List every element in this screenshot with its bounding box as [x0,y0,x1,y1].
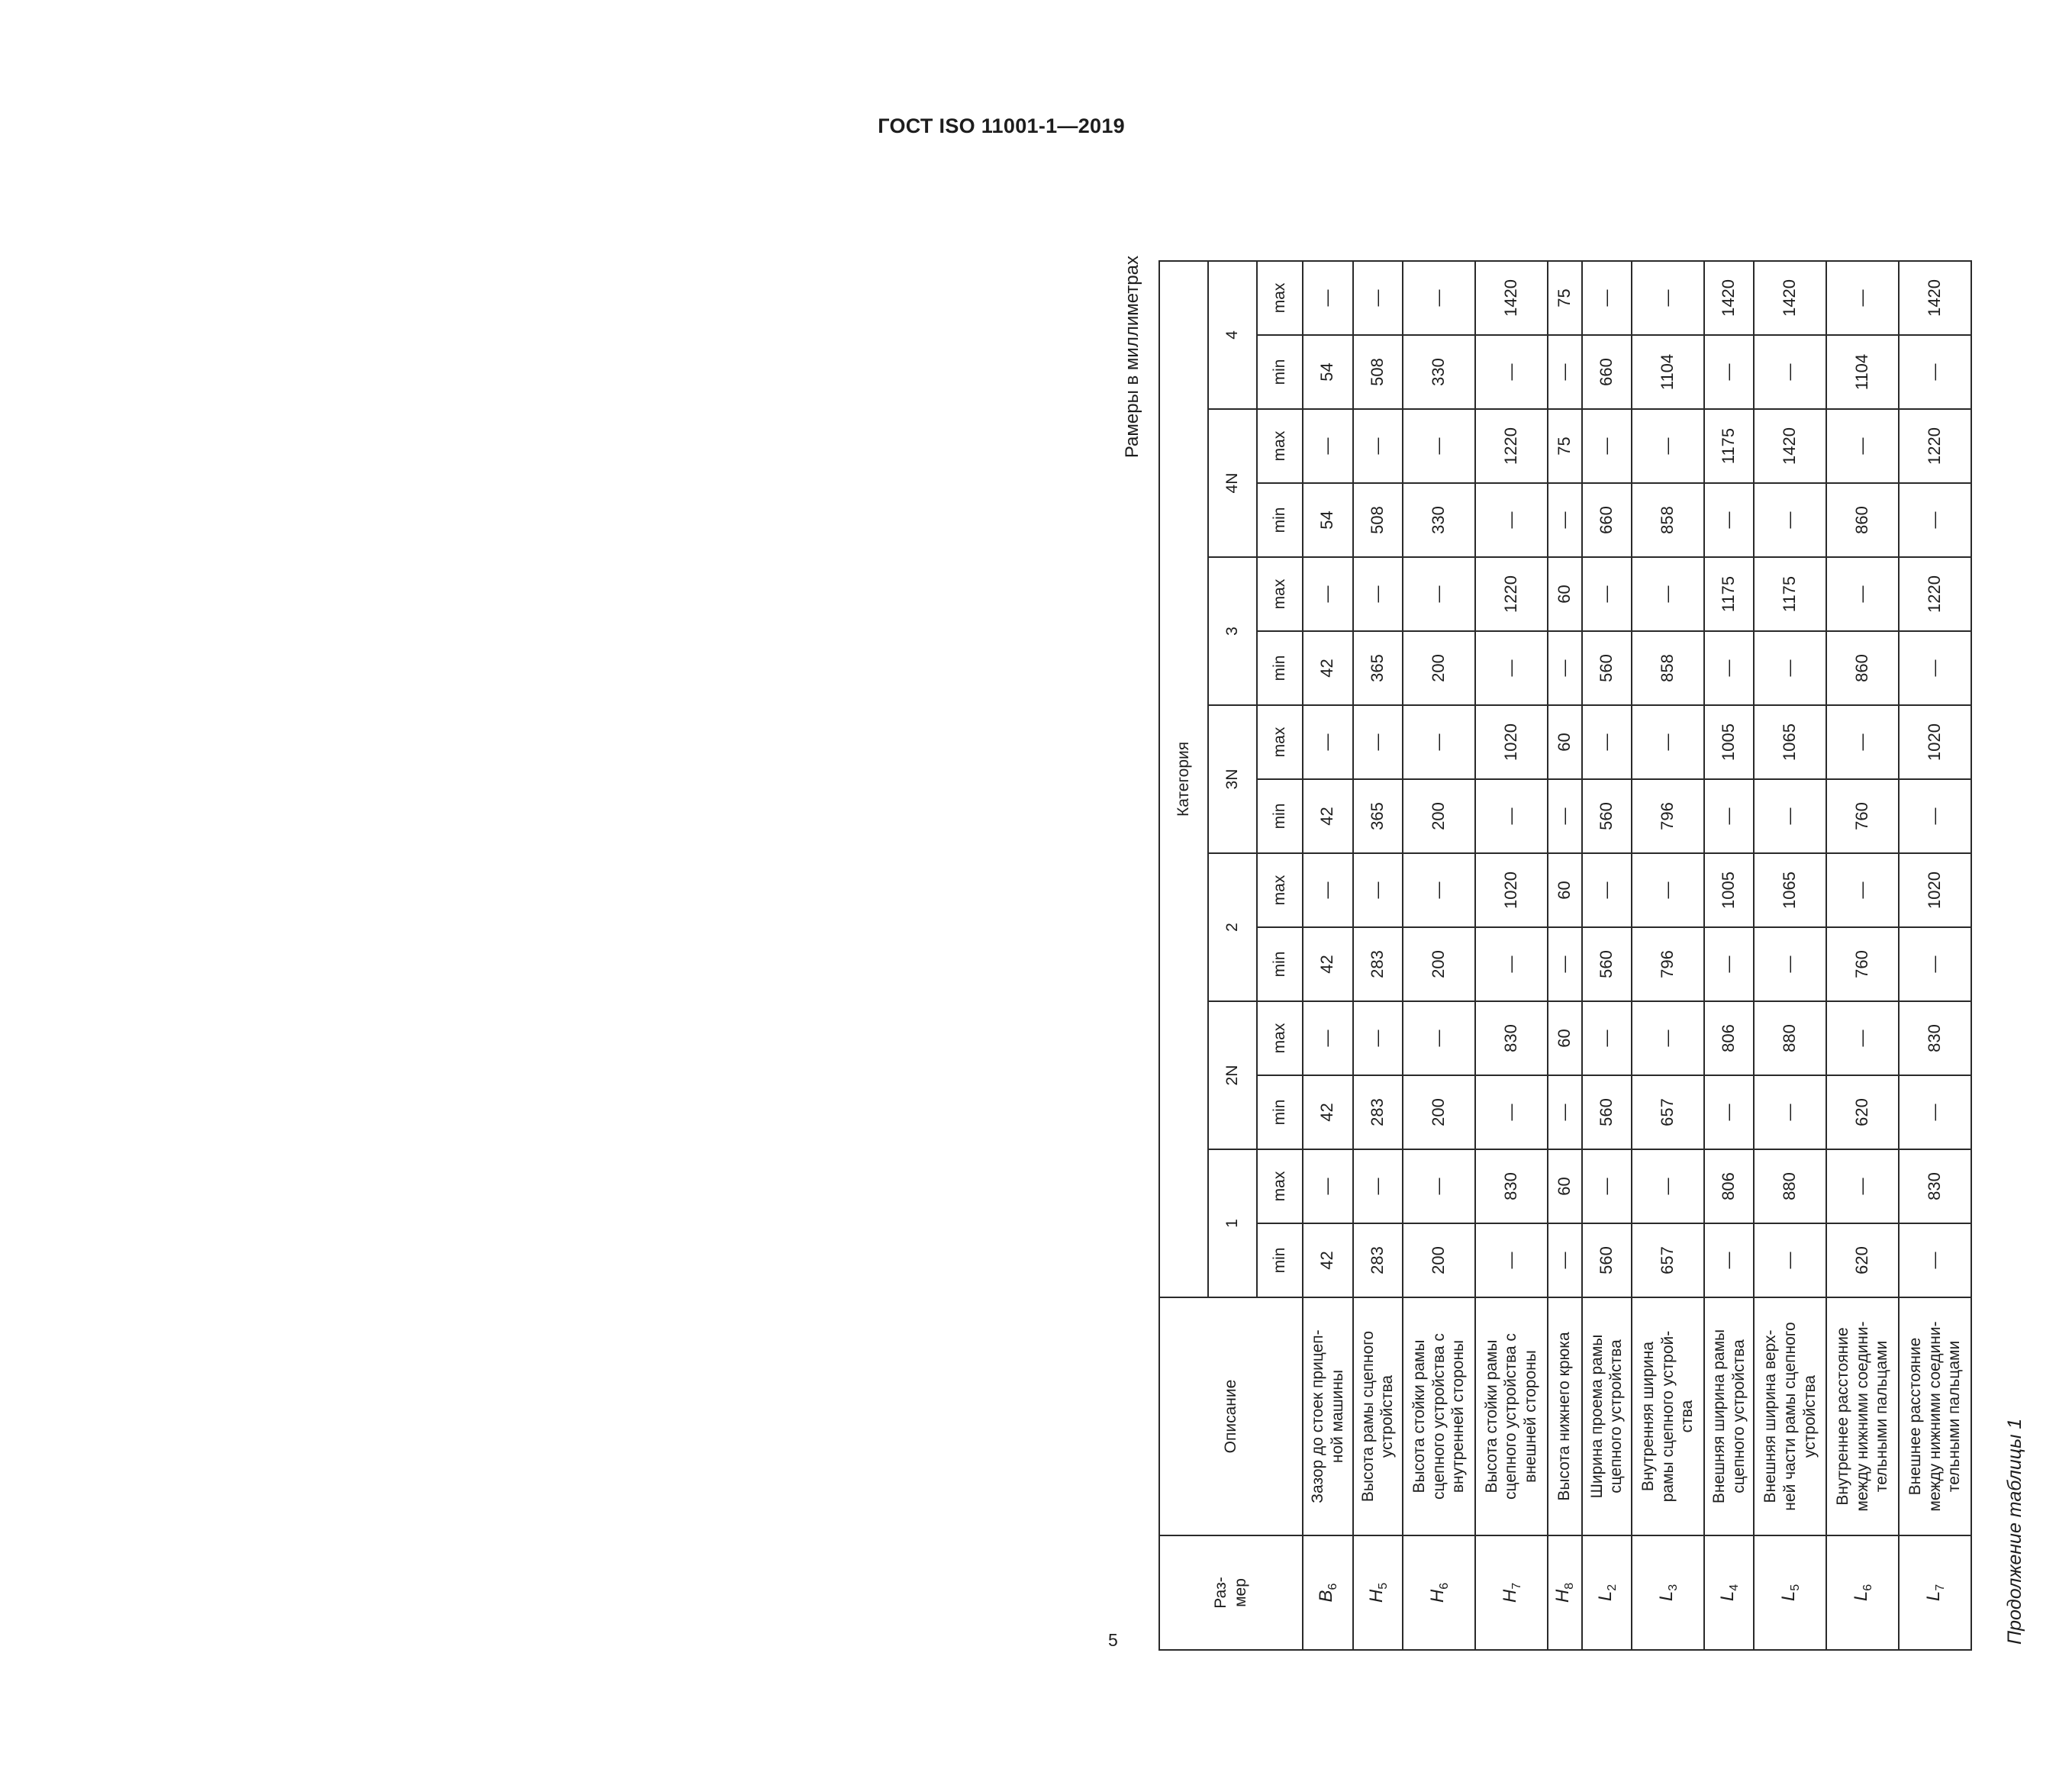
table-row [1826,261,1899,1650]
page-number: 5 [1108,1630,1118,1650]
value-cell: — [1403,261,1475,335]
value-cell: 60 [1548,853,1582,927]
value-cell: 1420 [1754,261,1826,335]
value-cell: 880 [1754,1001,1826,1075]
value-cell: 54 [1303,335,1353,409]
size-symbol [1826,1535,1899,1650]
header-size: Раз- мер [1159,1535,1303,1650]
size-symbol-index: 7 [1933,1584,1947,1591]
size-symbol-letter: L [1594,1590,1616,1602]
value-cell: — [1403,557,1475,631]
table-row [1403,261,1475,1650]
header-category-3: 3 [1208,557,1257,705]
header-max: max [1257,1149,1303,1223]
value-cell: 560 [1582,1223,1632,1297]
value-cell: — [1403,1149,1475,1223]
value-cell: — [1754,631,1826,705]
value-cell: 1065 [1754,705,1826,779]
value-cell: 660 [1582,335,1632,409]
value-cell: — [1475,1075,1548,1149]
value-cell: 42 [1303,779,1353,853]
table-continuation-label: Продолжение таблицы 1 [2004,1418,2025,1645]
value-cell: — [1826,409,1899,483]
value-cell: 283 [1353,1075,1403,1149]
value-cell: 830 [1475,1149,1548,1223]
value-cell: — [1353,261,1403,335]
value-cell: 880 [1754,1149,1826,1223]
value-cell: 1104 [1826,335,1899,409]
size-symbol [1403,1535,1475,1650]
size-symbol [1548,1535,1582,1650]
header-min: min [1257,1223,1303,1297]
value-cell: — [1353,409,1403,483]
description-cell: Внешняя ширина рамы сцепного устройства [1704,1297,1755,1535]
table-row [1548,261,1582,1650]
value-cell: 1175 [1704,557,1755,631]
value-cell: 760 [1826,927,1899,1001]
table-row [1899,261,1971,1650]
value-cell: 830 [1475,1001,1548,1075]
size-symbol-index: 6 [1326,1583,1339,1590]
value-cell: 1420 [1704,261,1755,335]
header-min: min [1257,779,1303,853]
value-cell: 200 [1403,927,1475,1001]
value-cell: — [1582,261,1632,335]
value-cell: — [1582,557,1632,631]
value-cell: 1020 [1475,853,1548,927]
value-cell: 806 [1704,1149,1755,1223]
value-cell: 365 [1353,779,1403,853]
size-symbol [1899,1535,1971,1650]
value-cell: — [1754,1075,1826,1149]
size-symbol-index: 4 [1727,1584,1741,1591]
table-row [1704,261,1755,1650]
size-symbol [1303,1535,1353,1650]
value-cell: 60 [1548,1001,1582,1075]
value-cell: — [1704,927,1755,1001]
description-cell: Внутренняя ширина рамы сцепного устрой- ства [1632,1297,1704,1535]
header-max: max [1257,1001,1303,1075]
value-cell: 508 [1353,483,1403,557]
size-symbol-letter: L [1655,1590,1677,1602]
value-cell: — [1475,335,1548,409]
value-cell: — [1353,1001,1403,1075]
header-category-3n: 3N [1208,705,1257,853]
value-cell: — [1704,1223,1755,1297]
value-cell: — [1403,853,1475,927]
value-cell: 200 [1403,1075,1475,1149]
value-cell: 200 [1403,1223,1475,1297]
value-cell: 560 [1582,631,1632,705]
size-symbol-letter: H [1365,1589,1387,1603]
value-cell: 1420 [1754,409,1826,483]
value-cell: 330 [1403,483,1475,557]
description-cell: Высота стойки рамы сцепного устройства с внешней стороны [1475,1297,1548,1535]
value-cell: — [1475,631,1548,705]
value-cell: — [1403,409,1475,483]
header-category-2n: 2N [1208,1001,1257,1149]
header-max: max [1257,705,1303,779]
description-cell: Высота нижнего крюка [1548,1297,1582,1535]
value-cell: — [1632,1149,1704,1223]
value-cell: — [1826,1001,1899,1075]
value-cell: — [1548,1075,1582,1149]
value-cell: 1220 [1899,557,1971,631]
size-symbol-letter: L [1778,1590,1800,1602]
value-cell: 60 [1548,557,1582,631]
value-cell: 660 [1582,483,1632,557]
value-cell: 830 [1899,1149,1971,1223]
value-cell: 1220 [1475,409,1548,483]
value-cell: 283 [1353,927,1403,1001]
value-cell: — [1582,1001,1632,1075]
size-symbol-index: 6 [1437,1582,1451,1590]
value-cell: — [1899,631,1971,705]
value-cell: — [1899,483,1971,557]
value-cell: 1104 [1632,335,1704,409]
value-cell: — [1704,631,1755,705]
value-cell: — [1704,335,1755,409]
value-cell: 620 [1826,1075,1899,1149]
value-cell: 42 [1303,631,1353,705]
table-row [1632,261,1704,1650]
value-cell: — [1303,261,1353,335]
dimensions-table [1158,260,1972,1651]
description-cell: Внешнее расстояние между нижними соедини- тельными пальцами [1899,1297,1971,1535]
value-cell: — [1899,927,1971,1001]
size-symbol-index: 6 [1861,1584,1874,1591]
table-row [1353,261,1403,1650]
value-cell: — [1632,1001,1704,1075]
value-cell: 806 [1704,1001,1755,1075]
value-cell: 657 [1632,1223,1704,1297]
value-cell: — [1826,705,1899,779]
units-label: Рамеры в миллиметрах [1122,256,1142,459]
value-cell: — [1303,1149,1353,1223]
size-symbol-index: 8 [1563,1582,1577,1590]
value-cell: — [1403,1001,1475,1075]
value-cell: — [1548,631,1582,705]
value-cell: — [1899,335,1971,409]
value-cell: — [1899,1075,1971,1149]
value-cell: 42 [1303,927,1353,1001]
value-cell: — [1754,927,1826,1001]
value-cell: 1005 [1704,853,1755,927]
size-symbol-index: 5 [1376,1582,1390,1590]
table-row [1582,261,1632,1650]
header-min: min [1257,335,1303,409]
size-symbol [1754,1535,1826,1650]
value-cell: — [1704,779,1755,853]
value-cell: 283 [1353,1223,1403,1297]
value-cell: — [1899,779,1971,853]
value-cell: 1020 [1475,705,1548,779]
value-cell: — [1353,705,1403,779]
size-symbol-letter: H [1499,1589,1520,1603]
value-cell: 508 [1353,335,1403,409]
value-cell: — [1632,557,1704,631]
value-cell: 860 [1826,631,1899,705]
value-cell: — [1754,779,1826,853]
value-cell: — [1353,1149,1403,1223]
description-cell: Высота стойки рамы сцепного устройства с внутренней стороны [1403,1297,1475,1535]
header-category: Категория [1159,261,1208,1297]
value-cell: — [1353,557,1403,631]
header-max: max [1257,409,1303,483]
header-category-4: 4 [1208,261,1257,409]
value-cell: — [1582,1149,1632,1223]
value-cell: 60 [1548,705,1582,779]
value-cell: — [1704,483,1755,557]
size-symbol-index: 2 [1605,1584,1619,1591]
value-cell: — [1632,261,1704,335]
value-cell: 560 [1582,1075,1632,1149]
value-cell: — [1303,1001,1353,1075]
value-cell: 75 [1548,409,1582,483]
value-cell: — [1303,705,1353,779]
value-cell: — [1548,779,1582,853]
value-cell: — [1754,335,1826,409]
value-cell: 560 [1582,779,1632,853]
header-max: max [1257,261,1303,335]
value-cell: 796 [1632,779,1704,853]
value-cell: — [1303,409,1353,483]
value-cell: 330 [1403,335,1475,409]
document-header-code: ГОСТ ISO 11001-1—2019 [878,114,1125,137]
size-symbol [1353,1535,1403,1650]
value-cell: 1220 [1475,557,1548,631]
size-symbol-index: 5 [1788,1584,1802,1591]
value-cell: 54 [1303,483,1353,557]
value-cell: 560 [1582,927,1632,1001]
value-cell: 858 [1632,483,1704,557]
value-cell: 830 [1899,1001,1971,1075]
value-cell: — [1826,1149,1899,1223]
value-cell: 42 [1303,1075,1353,1149]
header-description: Описание [1159,1297,1303,1535]
value-cell: 200 [1403,631,1475,705]
value-cell: — [1475,779,1548,853]
size-symbol [1582,1535,1632,1650]
value-cell: — [1548,483,1582,557]
table-row [1475,261,1548,1650]
value-cell: 1020 [1899,853,1971,927]
value-cell: 760 [1826,779,1899,853]
value-cell: 60 [1548,1149,1582,1223]
value-cell: — [1632,853,1704,927]
size-symbol-letter: H [1552,1589,1574,1603]
value-cell: 657 [1632,1075,1704,1149]
size-symbol-letter: L [1922,1590,1944,1602]
value-cell: — [1826,261,1899,335]
value-cell: — [1303,557,1353,631]
value-cell: — [1632,705,1704,779]
value-cell: — [1582,853,1632,927]
value-cell: — [1548,335,1582,409]
value-cell: 1220 [1899,409,1971,483]
rotated-table-sheet [1113,250,2072,1651]
value-cell: — [1548,1223,1582,1297]
header-min: min [1257,631,1303,705]
value-cell: — [1303,853,1353,927]
table-row [1754,261,1826,1650]
value-cell: 860 [1826,483,1899,557]
value-cell: 1175 [1704,409,1755,483]
value-cell: 42 [1303,1223,1353,1297]
value-cell: 620 [1826,1223,1899,1297]
size-symbol-index: 7 [1510,1582,1523,1590]
value-cell: — [1403,705,1475,779]
header-max: max [1257,557,1303,631]
value-cell: 1175 [1754,557,1826,631]
value-cell: — [1475,927,1548,1001]
value-cell: — [1582,705,1632,779]
value-cell: — [1548,927,1582,1001]
value-cell: 796 [1632,927,1704,1001]
value-cell: 200 [1403,779,1475,853]
size-symbol-letter: B [1316,1590,1337,1603]
value-cell: 1020 [1899,705,1971,779]
value-cell: 858 [1632,631,1704,705]
header-min: min [1257,1075,1303,1149]
value-cell: 365 [1353,631,1403,705]
value-cell: — [1632,409,1704,483]
size-symbol [1475,1535,1548,1650]
value-cell: 75 [1548,261,1582,335]
value-cell: 1005 [1704,705,1755,779]
size-symbol-index: 3 [1666,1584,1680,1591]
description-cell: Высота рамы сцепного устройства [1353,1297,1403,1535]
value-cell: — [1582,409,1632,483]
size-symbol [1704,1535,1755,1650]
size-symbol [1632,1535,1704,1650]
header-max: max [1257,853,1303,927]
header-category-4n: 4N [1208,409,1257,557]
value-cell: 1420 [1475,261,1548,335]
size-symbol-letter: L [1851,1590,1871,1602]
value-cell: — [1475,483,1548,557]
value-cell: — [1899,1223,1971,1297]
size-symbol-letter: L [1717,1590,1738,1602]
table-row [1303,261,1353,1650]
size-symbol-letter: H [1426,1589,1448,1603]
value-cell: — [1475,1223,1548,1297]
header-min: min [1257,927,1303,1001]
value-cell: — [1826,853,1899,927]
value-cell: — [1754,1223,1826,1297]
header-category-1: 1 [1208,1149,1257,1297]
description-cell: Внутреннее расстояние между нижними соедини- тельными пальцами [1826,1297,1899,1535]
description-cell: Ширина проема рамы сцепного устройства [1582,1297,1632,1535]
value-cell: — [1826,557,1899,631]
value-cell: 1420 [1899,261,1971,335]
value-cell: 1065 [1754,853,1826,927]
value-cell: — [1754,483,1826,557]
header-min: min [1257,483,1303,557]
description-cell: Внешняя ширина верх- ней части рамы сцепного устройства [1754,1297,1826,1535]
value-cell: — [1353,853,1403,927]
header-category-2: 2 [1208,853,1257,1001]
description-cell: Зазор до стоек прицеп- ной машины [1303,1297,1353,1535]
value-cell: — [1704,1075,1755,1149]
